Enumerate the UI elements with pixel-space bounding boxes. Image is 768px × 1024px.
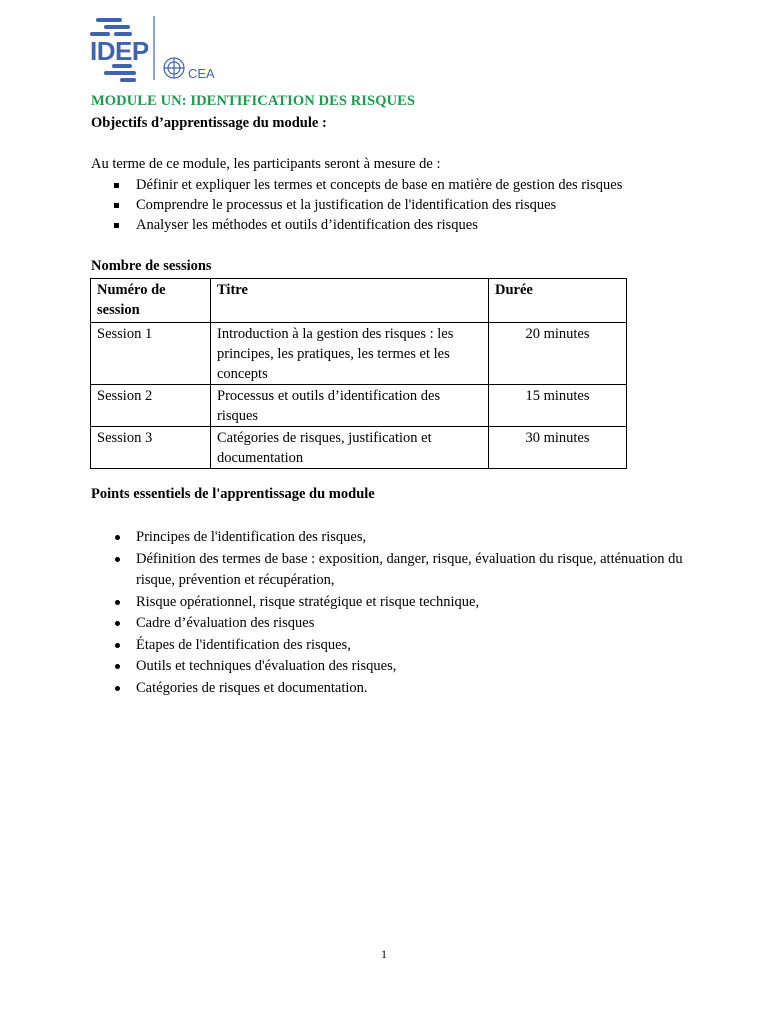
objectives-list: [91, 175, 622, 235]
header-session-number: Numéro de session: [91, 279, 211, 323]
sessions-heading: Nombre de sessions: [91, 258, 212, 274]
title-cell: Introduction à la gestion des risques : les principes, les pratiques, les termes et les concepts: [211, 323, 489, 385]
sessions-table: [90, 278, 627, 469]
duration-cell: 30 minutes: [489, 427, 627, 469]
objectives-heading: Objectifs d’apprentissage du module :: [91, 115, 327, 131]
list-item: Analyser les méthodes et outils d’identification des risques: [91, 215, 622, 235]
key-points-heading: Points essentiels de l'apprentissage du module: [91, 486, 375, 502]
un-emblem-icon: [164, 58, 184, 78]
duration-cell: 20 minutes: [489, 323, 627, 385]
intro-text: Au terme de ce module, les participants seront à mesure de :: [91, 156, 441, 172]
session-cell: Session 2: [91, 385, 211, 427]
logo-text: IDEP: [90, 36, 149, 66]
key-points-list: [91, 527, 691, 699]
header-duration: Durée: [489, 279, 627, 323]
list-item: Principes de l'identification des risques,: [91, 527, 691, 549]
session-cell: Session 3: [91, 427, 211, 469]
table-row: [91, 385, 627, 427]
list-item: Définir et expliquer les termes et concepts de base en matière de gestion des risques: [91, 175, 622, 195]
table-row: [91, 427, 627, 469]
duration-cell: 15 minutes: [489, 385, 627, 427]
list-item: Étapes de l'identification des risques,: [91, 635, 691, 657]
list-item: Catégories de risques et documentation.: [91, 678, 691, 700]
list-item: Risque opérationnel, risque stratégique et risque technique,: [91, 592, 691, 614]
cea-text: CEA: [188, 66, 215, 81]
list-item: Outils et techniques d'évaluation des risques,: [91, 656, 691, 678]
page-number: 1: [381, 947, 387, 961]
header-title: Titre: [211, 279, 489, 323]
idep-cea-logo: [90, 14, 230, 84]
list-item: Définition des termes de base : exposition, danger, risque, évaluation du risque, atténuation du risque, prévention et récupération,: [91, 549, 691, 592]
table-header-row: [91, 279, 627, 323]
title-cell: Catégories de risques, justification et documentation: [211, 427, 489, 469]
session-cell: Session 1: [91, 323, 211, 385]
module-title: MODULE UN: IDENTIFICATION DES RISQUES: [91, 93, 416, 109]
table-row: [91, 323, 627, 385]
title-cell: Processus et outils d’identification des risques: [211, 385, 489, 427]
list-item: Cadre d’évaluation des risques: [91, 613, 691, 635]
list-item: Comprendre le processus et la justification de l'identification des risques: [91, 195, 622, 215]
